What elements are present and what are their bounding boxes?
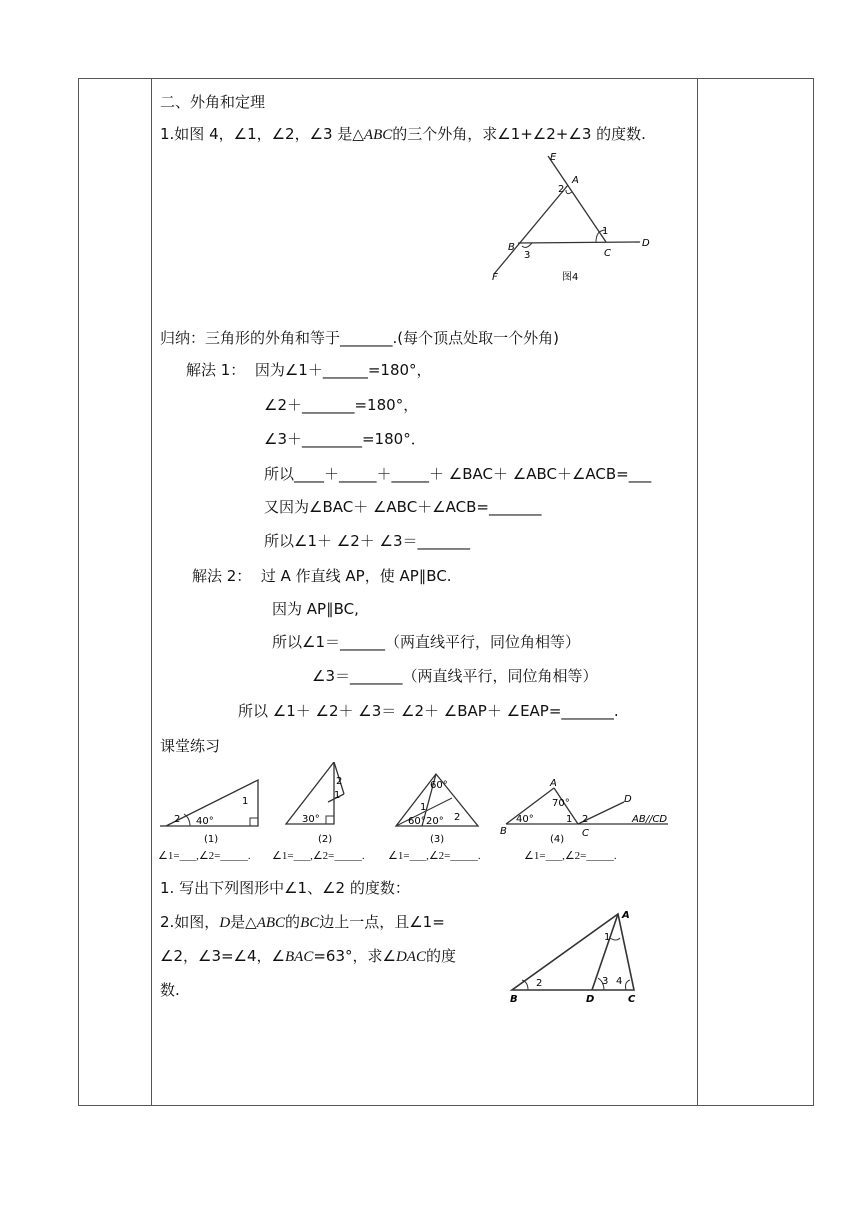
fig4-label-1: 1 [602,226,609,237]
column-divider-left [151,79,152,1105]
q2fig-label-d: D [586,994,595,1004]
fig2-label-1: 1 [334,790,341,801]
fig4p-label-2: 2 [582,814,589,825]
column-divider-right [697,79,698,1105]
q2fig-label-1: 1 [604,932,611,943]
fig4p-label-40: 40° [516,814,534,825]
method1-line4: 所以____＋_____＋_____＋ ∠BAC＋ ∠ABC＋∠ACB=___ [264,465,652,483]
summary: 归纳：三角形的外角和等于_______.(每个顶点处取一个外角) [160,329,559,347]
fig3-label-2: 2 [454,812,461,823]
method2-line3: 所以∠1＝______（两直线平行，同位角相等） [272,633,580,651]
q2fig-label-c: C [628,994,636,1004]
fig4p-answer: ∠1=___,∠2=_____. [524,850,617,862]
fig4-label-a: A [572,175,579,186]
method1-line3: ∠3＋________=180°． [264,430,426,448]
fig2-answer: ∠1=___,∠2=_____. [272,850,365,862]
fig4p-label-d: D [624,794,632,805]
q2fig-label-2: 2 [536,978,543,989]
fig2-caption: (2) [318,834,333,845]
method1-line5: 又因为∠BAC＋ ∠ABC＋∠ACB=_______ [264,498,542,516]
question-write-degrees: 1. 写出下列图形中∠1、∠2 的度数： [160,879,410,897]
fig4p-label-abcd: AB//CD [632,814,668,825]
fig4-caption: 图4 [562,272,579,283]
fig4p-label-70: 70° [552,798,570,809]
practice-figure-3 [392,770,482,846]
fig3-label-20: 20° [426,816,444,827]
fig4-label-e: E [550,152,557,163]
fig4p-label-a: A [550,778,557,789]
method2-line1: 解法 2： 过 A 作直线 AP，使 AP∥BC. [192,567,452,585]
practice-title: 课堂练习 [160,737,221,755]
fig1-caption: (1) [204,834,219,845]
method2-line2: 因为 AP∥BC, [272,600,359,618]
question-2-figure [506,908,656,1004]
fig4-label-f: F [492,272,498,283]
practice-figure-4 [498,776,678,846]
fig3-label-60-top: 60° [430,780,448,791]
fig4p-caption: (4) [550,834,565,845]
practice-figure-1 [160,770,270,850]
method2-line5: 所以 ∠1＋ ∠2＋ ∠3＝ ∠2＋ ∠BAP＋ ∠EAP=_______. [238,702,619,720]
q2fig-label-4: 4 [616,976,623,987]
fig4-label-3: 3 [524,250,531,261]
method1-line1: 解法 1： 因为∠1＋______=180°， [186,361,432,379]
fig4-label-c: C [604,248,611,259]
figure-4 [488,150,658,290]
fig1-label-40: 40° [196,816,214,827]
fig2-label-2: 2 [336,776,343,787]
fig4p-label-b: B [500,826,507,837]
fig1-label-2: 2 [174,814,181,825]
fig1-answer: ∠1=___,∠2=_____. [158,850,251,862]
q2fig-label-b: B [510,994,518,1004]
section-title: 二、外角和定理 [160,93,266,111]
fig4-label-2: 2 [558,184,565,195]
fig3-label-60-bottom: 60° [408,816,426,827]
question-1: 1.如图 4，∠1，∠2，∠3 是△ABC的三个外角，求∠1+∠2+∠3 的度数. [160,125,646,143]
question-2-line3: 数. [160,981,180,999]
method2-line4: ∠3＝_______（两直线平行，同位角相等） [312,667,598,685]
fig4-label-b: B [508,242,515,253]
fig2-label-30: 30° [302,814,320,825]
fig4p-label-1: 1 [566,814,573,825]
question-2-line1: 2.如图，D是△ABC的BC边上一点，且∠1= [160,913,445,931]
method1-line2: ∠2＋_______=180°， [264,396,419,414]
method1-line6: 所以∠1＋ ∠2＋ ∠3＝_______ [264,532,471,550]
practice-figure-2 [282,762,372,848]
fig1-label-1: 1 [242,796,249,807]
fig3-label-1: 1 [420,802,427,813]
question-2-line2: ∠2，∠3=∠4，∠BAC=63°，求∠DAC的度 [160,947,456,965]
fig4p-label-c: C [582,828,589,839]
q2fig-label-a: A [622,910,630,921]
q2fig-label-3: 3 [602,976,609,987]
fig3-caption: (3) [430,834,445,845]
fig3-answer: ∠1=___,∠2=_____. [388,850,481,862]
fig4-label-d: D [642,238,650,249]
